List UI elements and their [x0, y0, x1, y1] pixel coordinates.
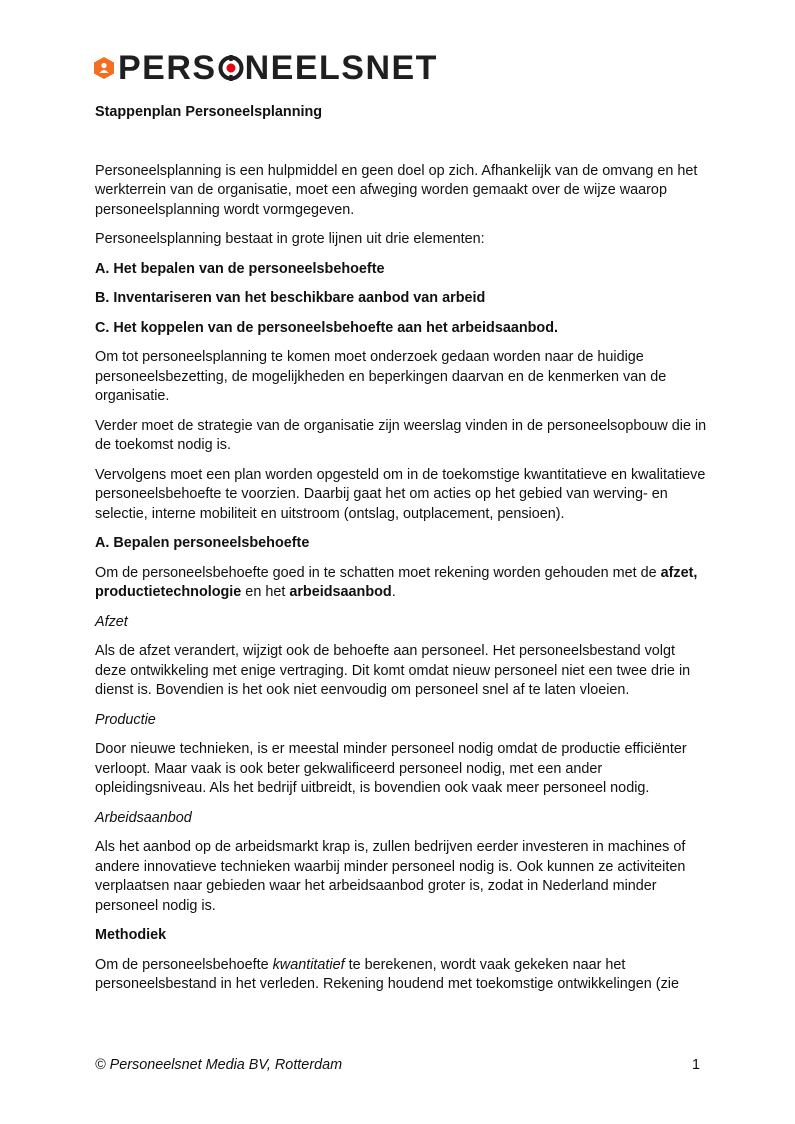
methodiek-text-start: Om de personeelsbehoefte	[95, 956, 273, 973]
methodiek-italic: kwantitatief	[272, 956, 345, 973]
logo-text-post: NEELSNET	[244, 49, 438, 87]
element-b: B. Inventariseren van het beschikbare aanbod van arbeid	[95, 290, 486, 306]
document-body	[95, 103, 707, 1005]
methodiek-text-end: te berekenen, wordt vaak gekeken naar het personeelsbestand in het verleden. Rekening houdend met toekomstige ontwikkelingen (zie	[95, 956, 679, 992]
logo-badge-icon	[94, 57, 114, 79]
paragraph-afzet: Als de afzet verandert, wijzigt ook de behoefte aan personeel. Het personeelsbestand volgt deze ontwikkeling met enige vertraging. Dit komt omdat nieuw personeel niet een twee drie in dienst is. Bovendien is het ook niet eenvoudig om personeel snel af te laten vloeien.	[95, 643, 691, 698]
paragraph-elements-intro: Personeelsplanning bestaat in grote lijnen uit drie elementen:	[95, 231, 485, 247]
paragraph-methodiek	[95, 956, 707, 995]
document-title: Stappenplan Personeelsplanning	[95, 104, 323, 120]
paragraph-plan: Vervolgens moet een plan worden opgesteld om in de toekomstige kwantitatieve en kwalitatieve personeelsbehoefte te voorzien. Daarbij gaat het om acties op het gebied van werving- en selectie, interne mobiliteit en uitstroom (ontslag, outplacement, pensioen).	[95, 466, 706, 522]
paragraph-factors	[95, 564, 707, 603]
target-o-icon	[218, 55, 244, 81]
factors-bold-2: arbeidsaanbod	[289, 584, 392, 600]
element-c: C. Het koppelen van de personeelsbehoefte aan het arbeidsaanbod.	[95, 319, 559, 336]
section-heading-methodiek: Methodiek	[95, 927, 167, 943]
paragraph-strategy: Verder moet de strategie van de organisatie zijn weerslag vinden in de personeelsopbouw die in de toekomst nodig is.	[95, 417, 707, 453]
section-heading-a: A. Bepalen personeelsbehoefte	[95, 535, 310, 551]
page-number: 1	[691, 1057, 700, 1073]
factors-text-start: Om de personeelsbehoefte goed in te schatten moet rekening worden gehouden met de	[95, 564, 661, 581]
personeelsnet-logo	[94, 50, 438, 86]
factors-text-mid: en het	[241, 584, 290, 600]
paragraph-intro: Personeelsplanning is een hulpmiddel en geen doel op zich. Afhankelijk van de omvang en het werkterrein van de organisatie, moet een afweging worden gemaakt over de wijze waarop personeelsplanning wordt vormgegeven.	[95, 162, 698, 218]
factors-text-end: .	[391, 584, 396, 600]
footer-copyright: © Personeelsnet Media BV, Rotterdam	[95, 1057, 343, 1073]
logo-wordmark	[118, 51, 438, 85]
page-footer	[95, 1057, 700, 1073]
paragraph-research: Om tot personeelsplanning te komen moet onderzoek gedaan worden naar de huidige personeelsbezetting, de mogelijkheden en beperkingen daarvan en de kenmerken van de organisatie.	[95, 349, 667, 404]
paragraph-arbeidsaanbod: Als het aanbod op de arbeidsmarkt krap is, zullen bedrijven eerder investeren in machines of andere innovatieve technieken waarbij minder personeel nodig is. Ook kunnen ze activiteiten verplaatsen naar gebieden waar het arbeidsaanbod groter is, zodat in Nederland minder personeel nodig is.	[95, 839, 686, 914]
logo-text-pre: PERS	[118, 49, 217, 87]
element-a: A. Het bepalen van de personeelsbehoefte	[95, 260, 385, 277]
paragraph-productie: Door nieuwe technieken, is er meestal minder personeel nodig omdat de productie efficiënter verloopt. Maar vaak is ook beter gekwalificeerd personeel nodig, met een ander opleidingsniveau. Als het bedrijf uitbreidt, is bovendien ook vaak meer personeel nodig.	[95, 741, 687, 796]
subheading-arbeidsaanbod: Arbeidsaanbod	[95, 809, 192, 826]
factors-bold-1: afzet, productietechnologie	[95, 564, 698, 600]
subheading-afzet: Afzet	[95, 613, 128, 630]
subheading-productie: Productie	[95, 711, 156, 728]
